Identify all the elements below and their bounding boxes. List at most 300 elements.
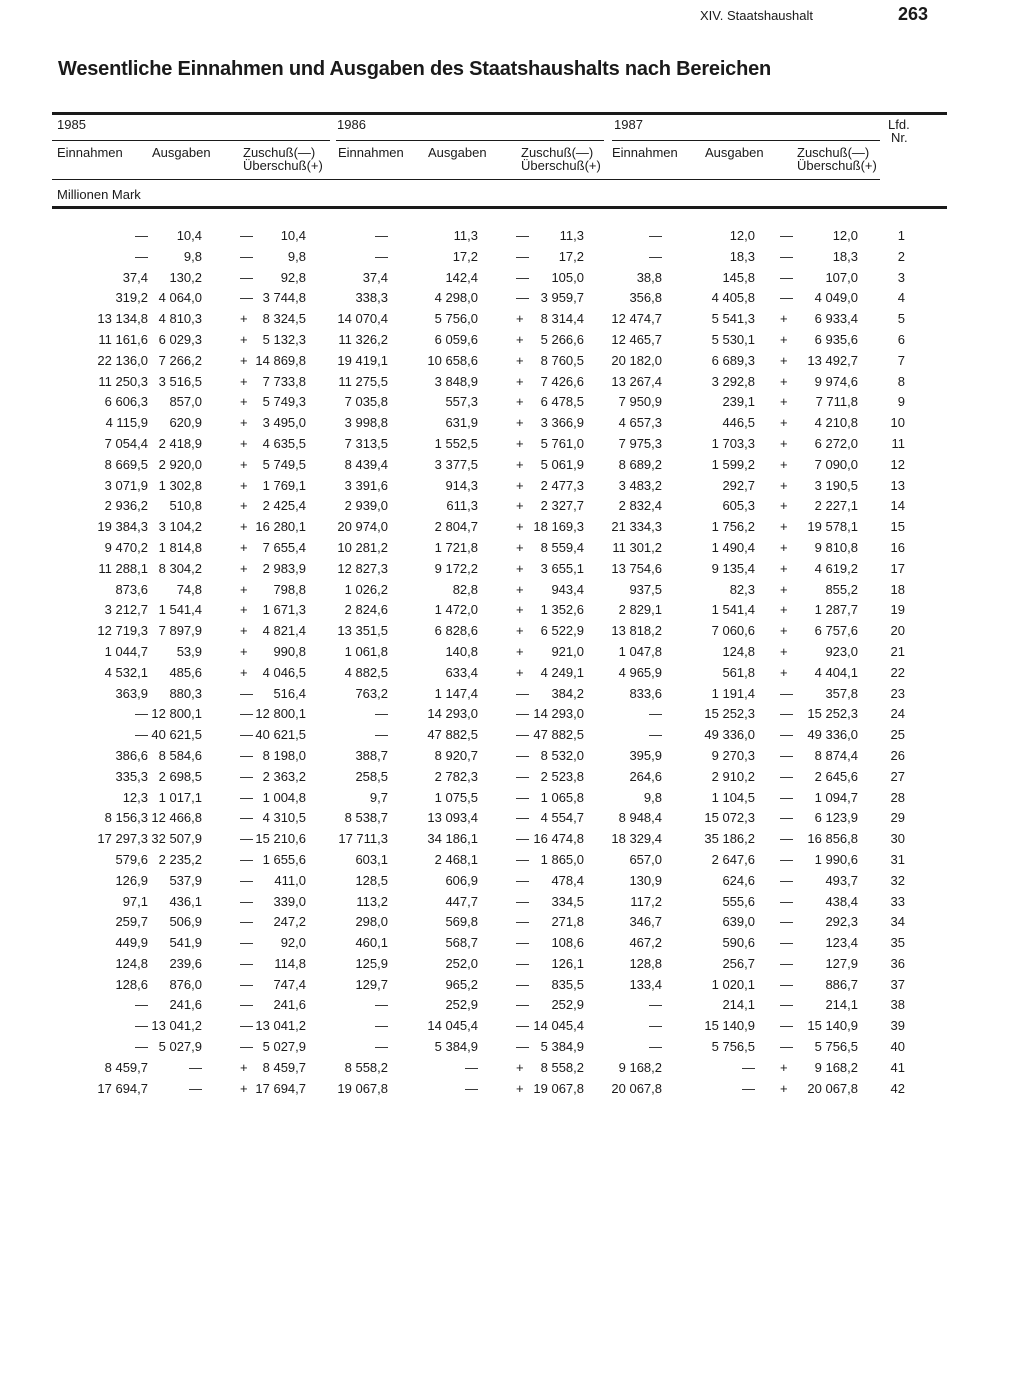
saldo-1987-cell: 1 094,7	[814, 789, 858, 805]
ausgaben-1986-cell: 1 147,4	[434, 685, 478, 701]
sign-1987-cell: —	[780, 810, 793, 826]
sign-1986-cell: +	[516, 560, 524, 576]
ausgaben-1986-cell: 17,2	[452, 248, 478, 264]
einnahmen-1987-cell: 9,8	[643, 789, 662, 805]
saldo-1985-cell: 4 821,4	[262, 623, 306, 639]
sign-1986-cell: +	[516, 415, 524, 431]
einnahmen-1986-cell: 125,9	[355, 955, 388, 971]
ueberschuss-1985-header: Überschuß(+)	[243, 158, 323, 173]
saldo-1987-cell: 13 492,7	[807, 352, 858, 368]
einnahmen-1987-cell: 130,9	[629, 872, 662, 888]
ausgaben-1987-cell: —	[742, 1059, 755, 1075]
saldo-1985-cell: 12 800,1	[255, 706, 306, 722]
saldo-1986-cell: 8 558,2	[540, 1059, 584, 1075]
row-number-cell: 31	[890, 851, 905, 867]
sign-1987-cell: +	[780, 1080, 788, 1096]
saldo-1987-cell: 4 049,0	[814, 290, 858, 306]
einnahmen-1985-cell: 22 136,0	[97, 352, 148, 368]
ausgaben-1987-cell: 2 910,2	[711, 768, 755, 784]
saldo-1986-cell: 8 559,4	[540, 539, 584, 555]
einnahmen-1985-cell: —	[135, 997, 148, 1013]
saldo-1986-cell: 18 169,3	[533, 519, 584, 535]
ausgaben-1986-header: Ausgaben	[428, 145, 487, 160]
einnahmen-1987-cell: 128,8	[629, 955, 662, 971]
einnahmen-1985-cell: 4 532,1	[104, 664, 148, 680]
ausgaben-1986-cell: 34 186,1	[427, 831, 478, 847]
ausgaben-1987-cell: —	[742, 1080, 755, 1096]
ausgaben-1986-cell: 568,7	[445, 935, 478, 951]
sign-1985-cell: +	[240, 394, 248, 410]
table-row	[0, 662, 1024, 683]
ausgaben-1985-cell: 510,8	[169, 498, 202, 514]
ausgaben-1987-cell: 1 703,3	[711, 435, 755, 451]
einnahmen-1986-cell: 9,7	[369, 789, 388, 805]
ausgaben-1986-cell: 631,9	[445, 415, 478, 431]
saldo-1985-cell: 2 425,4	[262, 498, 306, 514]
saldo-1986-cell: 4 249,1	[540, 664, 584, 680]
data-table-body	[0, 225, 1024, 1098]
sign-1987-cell: +	[780, 394, 788, 410]
einnahmen-1986-cell: 12 827,3	[337, 560, 388, 576]
table-row	[0, 953, 1024, 974]
ausgaben-1986-cell: 5 756,0	[434, 311, 478, 327]
einnahmen-1986-cell: 763,2	[355, 685, 388, 701]
sign-1987-cell: —	[780, 248, 793, 264]
saldo-1987-cell: 4 619,2	[814, 560, 858, 576]
einnahmen-1986-cell: 2 824,6	[344, 602, 388, 618]
table-row	[0, 745, 1024, 766]
ausgaben-1987-cell: 5 756,5	[711, 1039, 755, 1055]
einnahmen-1987-cell: —	[649, 228, 662, 243]
einnahmen-1985-cell: 11 161,6	[98, 331, 148, 347]
saldo-1986-cell: 5 384,9	[540, 1039, 584, 1055]
sign-1987-cell: +	[780, 623, 788, 639]
sign-1985-cell: +	[240, 456, 248, 472]
ausgaben-1987-cell: 49 336,0	[704, 727, 755, 743]
ausgaben-1985-cell: 3 104,2	[158, 519, 202, 535]
einnahmen-1986-cell: 8 538,7	[344, 810, 388, 826]
sign-1987-cell: —	[780, 290, 793, 306]
saldo-1986-cell: 384,2	[551, 685, 584, 701]
sign-1986-cell: +	[516, 435, 524, 451]
ausgaben-1986-cell: 6 059,6	[434, 331, 478, 347]
running-head: XIV. Staatshaushalt	[700, 8, 813, 23]
ausgaben-1985-cell: 5 027,9	[158, 1039, 202, 1055]
saldo-1985-cell: 16 280,1	[255, 519, 306, 535]
sign-1985-cell: +	[240, 581, 248, 597]
saldo-1985-cell: 15 210,6	[255, 831, 306, 847]
table-row	[0, 246, 1024, 267]
einnahmen-1986-cell: 7 313,5	[344, 435, 388, 451]
sign-1985-cell: +	[240, 311, 248, 327]
row-number-cell: 3	[897, 269, 905, 285]
einnahmen-1985-cell: 12,3	[122, 789, 148, 805]
table-row	[0, 683, 1024, 704]
ausgaben-1987-cell: 1 599,2	[711, 456, 755, 472]
table-row	[0, 891, 1024, 912]
einnahmen-1986-cell: 298,0	[355, 914, 388, 930]
sign-1985-cell: —	[240, 831, 253, 847]
saldo-1987-cell: 493,7	[825, 872, 858, 888]
saldo-1986-cell: 478,4	[551, 872, 584, 888]
sign-1986-cell: +	[516, 311, 524, 327]
row-number-cell: 38	[890, 997, 905, 1013]
year-1987-header: 1987	[614, 117, 643, 132]
saldo-1987-cell: 214,1	[825, 997, 858, 1013]
sign-1987-cell: —	[780, 706, 793, 722]
ausgaben-1987-cell: 1 541,4	[711, 602, 755, 618]
sign-1985-cell: +	[240, 664, 248, 680]
sign-1986-cell: —	[516, 228, 529, 243]
ausgaben-1987-cell: 1 020,1	[711, 976, 755, 992]
ausgaben-1985-cell: 2 418,9	[158, 435, 202, 451]
saldo-1986-cell: 5 761,0	[540, 435, 584, 451]
row-number-cell: 32	[890, 872, 905, 888]
ausgaben-1985-cell: 436,1	[169, 893, 202, 909]
ausgaben-1986-cell: 1 472,0	[434, 602, 478, 618]
ausgaben-1986-cell: 82,8	[452, 581, 478, 597]
saldo-1986-cell: 14 045,4	[533, 1018, 584, 1034]
sign-1985-cell: —	[240, 248, 253, 264]
sign-1985-cell: +	[240, 1080, 248, 1096]
ausgaben-1987-cell: 35 186,2	[704, 831, 755, 847]
ausgaben-1987-cell: 292,7	[722, 477, 755, 493]
sign-1986-cell: —	[516, 976, 529, 992]
table-row	[0, 350, 1024, 371]
ausgaben-1985-cell: 1 541,4	[158, 602, 202, 618]
einnahmen-1985-cell: 2 936,2	[104, 498, 148, 514]
einnahmen-1986-header: Einnahmen	[338, 145, 404, 160]
ausgaben-1986-cell: 611,3	[446, 498, 478, 514]
ausgaben-1986-cell: 252,0	[445, 955, 478, 971]
sign-1986-cell: —	[516, 810, 529, 826]
saldo-1985-cell: 40 621,5	[255, 727, 306, 743]
ausgaben-1987-cell: 82,3	[729, 581, 755, 597]
saldo-1987-cell: 9 974,6	[814, 373, 858, 389]
ausgaben-1986-cell: 965,2	[445, 976, 478, 992]
saldo-1987-cell: 4 404,1	[814, 664, 858, 680]
einnahmen-1987-cell: 7 975,3	[618, 435, 662, 451]
saldo-1986-cell: 3 959,7	[540, 290, 584, 306]
sign-1987-cell: —	[780, 1018, 793, 1034]
saldo-1985-cell: 798,8	[273, 581, 306, 597]
einnahmen-1986-cell: 1 026,2	[344, 581, 388, 597]
sign-1985-cell: —	[240, 872, 253, 888]
row-number-cell: 13	[890, 477, 905, 493]
table-row	[0, 537, 1024, 558]
ausgaben-1986-cell: 6 828,6	[434, 623, 478, 639]
saldo-1987-cell: 12,0	[832, 228, 858, 243]
ausgaben-1987-cell: 6 689,3	[711, 352, 755, 368]
ausgaben-1987-cell: 18,3	[729, 248, 755, 264]
table-row	[0, 703, 1024, 724]
sign-1987-cell: —	[780, 789, 793, 805]
sign-1986-cell: +	[516, 331, 524, 347]
ausgaben-1986-cell: 4 298,0	[434, 290, 478, 306]
table-row	[0, 870, 1024, 891]
einnahmen-1987-cell: 9 168,2	[618, 1059, 662, 1075]
row-number-cell: 9	[897, 394, 905, 410]
einnahmen-1985-cell: 3 071,9	[104, 477, 148, 493]
table-row	[0, 641, 1024, 662]
table-row	[0, 287, 1024, 308]
saldo-1986-cell: 2 477,3	[540, 477, 584, 493]
ausgaben-1986-cell: 633,4	[445, 664, 478, 680]
saldo-1985-cell: 5 749,5	[262, 456, 306, 472]
einnahmen-1985-cell: 579,6	[115, 851, 148, 867]
sign-1987-cell: +	[780, 643, 788, 659]
saldo-1986-cell: 19 067,8	[533, 1080, 584, 1096]
sign-1986-cell: +	[516, 1080, 524, 1096]
ausgaben-1986-cell: 2 782,3	[434, 768, 478, 784]
header-bottom-rule	[52, 206, 947, 209]
ausgaben-1987-cell: 5 530,1	[711, 331, 755, 347]
einnahmen-1985-cell: 8 156,3	[104, 810, 148, 826]
saldo-1986-cell: 8 532,0	[540, 747, 584, 763]
ausgaben-1987-cell: 2 647,6	[711, 851, 755, 867]
sign-1987-cell: +	[780, 331, 788, 347]
saldo-1985-cell: 1 655,6	[262, 851, 306, 867]
einnahmen-1987-cell: —	[649, 727, 662, 743]
saldo-1987-cell: 16 856,8	[807, 831, 858, 847]
ausgaben-1987-cell: 9 270,3	[711, 747, 755, 763]
ausgaben-1986-cell: —	[465, 1059, 478, 1075]
ausgaben-1987-cell: 15 140,9	[704, 1018, 755, 1034]
einnahmen-1987-cell: 117,2	[630, 893, 662, 909]
sign-1986-cell: —	[516, 872, 529, 888]
saldo-1985-cell: 411,0	[274, 872, 306, 888]
einnahmen-1986-cell: 258,5	[355, 768, 388, 784]
table-row	[0, 371, 1024, 392]
row-number-cell: 8	[897, 373, 905, 389]
einnahmen-1985-cell: 9 470,2	[104, 539, 148, 555]
ausgaben-1985-cell: 6 029,3	[158, 331, 202, 347]
table-row	[0, 1015, 1024, 1036]
table-row	[0, 1078, 1024, 1099]
table-row	[0, 911, 1024, 932]
saldo-1986-cell: 8 760,5	[540, 352, 584, 368]
einnahmen-1985-cell: 12 719,3	[97, 623, 148, 639]
ausgaben-1985-cell: 485,6	[169, 664, 202, 680]
sign-1985-cell: +	[240, 331, 248, 347]
sign-1986-cell: +	[516, 623, 524, 639]
sign-1987-cell: —	[780, 997, 793, 1013]
ausgaben-1985-cell: 541,9	[169, 935, 202, 951]
sign-1987-cell: +	[780, 415, 788, 431]
einnahmen-1985-cell: 97,1	[122, 893, 148, 909]
saldo-1986-cell: 126,1	[551, 955, 584, 971]
saldo-1986-cell: 8 314,4	[540, 311, 584, 327]
ausgaben-1986-cell: 606,9	[445, 872, 478, 888]
sign-1985-cell: +	[240, 498, 248, 514]
sign-1987-cell: +	[780, 352, 788, 368]
row-number-cell: 17	[890, 560, 905, 576]
ausgaben-1987-cell: 624,6	[722, 872, 755, 888]
sign-1985-cell: +	[240, 623, 248, 639]
ausgaben-1986-cell: 252,9	[445, 997, 478, 1013]
sign-1986-cell: +	[516, 539, 524, 555]
einnahmen-1987-cell: 2 832,4	[618, 498, 662, 514]
saldo-1985-cell: 9,8	[287, 248, 306, 264]
saldo-1985-cell: 7 655,4	[262, 539, 306, 555]
einnahmen-1987-cell: 38,8	[636, 269, 662, 285]
row-number-cell: 29	[890, 810, 905, 826]
table-row	[0, 433, 1024, 454]
sign-1985-cell: +	[240, 643, 248, 659]
sign-1985-cell: +	[240, 539, 248, 555]
sign-1986-cell: —	[516, 1018, 529, 1034]
einnahmen-1986-cell: —	[375, 727, 388, 743]
ausgaben-1986-cell: 2 468,1	[434, 851, 478, 867]
ausgaben-1987-cell: 555,6	[722, 893, 755, 909]
saldo-1985-cell: 990,8	[273, 643, 306, 659]
unit-label: Millionen Mark	[57, 187, 141, 202]
ausgaben-1985-cell: 12 466,8	[151, 810, 202, 826]
einnahmen-1987-header: Einnahmen	[612, 145, 678, 160]
ausgaben-1985-cell: 12 800,1	[151, 706, 202, 722]
table-row	[0, 766, 1024, 787]
saldo-1986-cell: 2 523,8	[540, 768, 584, 784]
sign-1987-cell: +	[780, 539, 788, 555]
saldo-1987-cell: 9 810,8	[814, 539, 858, 555]
einnahmen-1987-cell: 7 950,9	[618, 394, 662, 410]
sign-1986-cell: —	[516, 248, 529, 264]
saldo-1986-cell: 7 426,6	[540, 373, 584, 389]
ausgaben-1986-cell: 1 075,5	[434, 789, 478, 805]
einnahmen-1985-cell: 335,3	[115, 768, 148, 784]
ausgaben-1986-cell: 13 093,4	[427, 810, 478, 826]
saldo-1985-cell: 1 671,3	[262, 602, 306, 618]
einnahmen-1986-cell: 10 281,2	[337, 539, 388, 555]
saldo-1986-cell: 4 554,7	[540, 810, 584, 826]
ausgaben-1985-cell: 8 304,2	[158, 560, 202, 576]
table-row	[0, 475, 1024, 496]
sign-1986-cell: +	[516, 1059, 524, 1075]
saldo-1987-cell: 6 123,9	[814, 810, 858, 826]
table-row	[0, 994, 1024, 1015]
row-number-cell: 35	[890, 935, 905, 951]
saldo-1985-cell: 13 041,2	[255, 1018, 306, 1034]
sign-1985-cell: +	[240, 477, 248, 493]
saldo-1987-cell: 2 645,6	[814, 768, 858, 784]
saldo-1986-cell: 271,8	[551, 914, 584, 930]
saldo-1987-cell: 123,4	[825, 935, 858, 951]
einnahmen-1985-cell: 4 115,9	[105, 415, 148, 431]
ausgaben-1987-cell: 1 104,5	[711, 789, 755, 805]
sign-1985-cell: —	[240, 228, 253, 243]
ausgaben-1985-cell: 7 897,9	[158, 623, 202, 639]
row-number-cell: 33	[890, 893, 905, 909]
saldo-1987-cell: 15 252,3	[807, 706, 858, 722]
sign-1986-cell: —	[516, 935, 529, 951]
einnahmen-1986-cell: 19 419,1	[337, 352, 388, 368]
row-number-cell: 40	[890, 1039, 905, 1055]
sign-1987-cell: —	[780, 976, 793, 992]
sign-1985-cell: —	[240, 685, 253, 701]
row-number-cell: 1	[897, 228, 905, 243]
sign-1985-cell: —	[240, 747, 253, 763]
saldo-1986-cell: 1 865,0	[540, 851, 584, 867]
saldo-1986-cell: 921,0	[551, 643, 584, 659]
einnahmen-1985-cell: —	[135, 228, 148, 243]
einnahmen-1987-cell: 657,0	[629, 851, 662, 867]
sign-1985-cell: —	[240, 290, 253, 306]
sign-1985-cell: +	[240, 415, 248, 431]
ausgaben-1986-cell: 14 045,4	[427, 1018, 478, 1034]
saldo-1987-cell: 19 578,1	[807, 519, 858, 535]
ausgaben-1985-cell: 53,9	[176, 643, 202, 659]
einnahmen-1986-cell: —	[375, 997, 388, 1013]
row-number-cell: 24	[890, 706, 905, 722]
einnahmen-1985-cell: 449,9	[115, 935, 148, 951]
ueberschuss-1986-header: Überschuß(+)	[521, 158, 601, 173]
einnahmen-1987-cell: 264,6	[629, 768, 662, 784]
einnahmen-1985-cell: 3 212,7	[104, 602, 148, 618]
saldo-1987-cell: 6 272,0	[814, 435, 858, 451]
row-number-cell: 2	[897, 248, 905, 264]
einnahmen-1986-cell: —	[375, 706, 388, 722]
sign-1986-cell: —	[516, 269, 529, 285]
einnahmen-1985-cell: 8 669,5	[104, 456, 148, 472]
einnahmen-1986-cell: 338,3	[355, 290, 388, 306]
sign-1986-cell: —	[516, 685, 529, 701]
row-number-cell: 37	[890, 976, 905, 992]
saldo-1986-cell: 17,2	[558, 248, 584, 264]
sign-1986-cell: +	[516, 498, 524, 514]
einnahmen-1985-cell: —	[135, 706, 148, 722]
sign-1986-cell: —	[516, 997, 529, 1013]
sign-1985-cell: —	[240, 997, 253, 1013]
saldo-1985-cell: 747,4	[273, 976, 306, 992]
ausgaben-1987-cell: 214,1	[722, 997, 755, 1013]
saldo-1987-cell: 438,4	[825, 893, 858, 909]
ausgaben-1985-cell: 3 516,5	[158, 373, 202, 389]
ausgaben-1985-header: Ausgaben	[152, 145, 211, 160]
saldo-1985-cell: 339,0	[273, 893, 306, 909]
saldo-1986-cell: 16 474,8	[533, 831, 584, 847]
einnahmen-1985-cell: 128,6	[115, 976, 148, 992]
sign-1987-cell: +	[780, 1059, 788, 1075]
table-row	[0, 329, 1024, 350]
sign-1985-cell: —	[240, 789, 253, 805]
saldo-1985-cell: 516,4	[273, 685, 306, 701]
saldo-1986-cell: 3 366,9	[540, 415, 584, 431]
year-1987-underline	[612, 140, 880, 141]
einnahmen-1985-cell: 11 250,3	[98, 373, 148, 389]
sign-1986-cell: +	[516, 373, 524, 389]
einnahmen-1985-header: Einnahmen	[57, 145, 123, 160]
ausgaben-1985-cell: 506,9	[169, 914, 202, 930]
einnahmen-1987-cell: 21 334,3	[611, 519, 662, 535]
einnahmen-1987-cell: 8 948,4	[618, 810, 662, 826]
table-row	[0, 558, 1024, 579]
saldo-1985-cell: 4 310,5	[262, 810, 306, 826]
sign-1985-cell: +	[240, 519, 248, 535]
sign-1987-cell: —	[780, 747, 793, 763]
sign-1987-cell: +	[780, 519, 788, 535]
ausgaben-1985-cell: 1 814,8	[158, 539, 202, 555]
saldo-1987-cell: 1 990,6	[814, 851, 858, 867]
table-row	[0, 412, 1024, 433]
sign-1985-cell: —	[240, 1039, 253, 1055]
sign-1987-cell: —	[780, 768, 793, 784]
einnahmen-1987-cell: —	[649, 997, 662, 1013]
row-number-cell: 14	[890, 498, 905, 514]
sign-1987-cell: —	[780, 685, 793, 701]
sign-1987-cell: +	[780, 498, 788, 514]
sign-1986-cell: —	[516, 290, 529, 306]
sign-1987-cell: +	[780, 311, 788, 327]
